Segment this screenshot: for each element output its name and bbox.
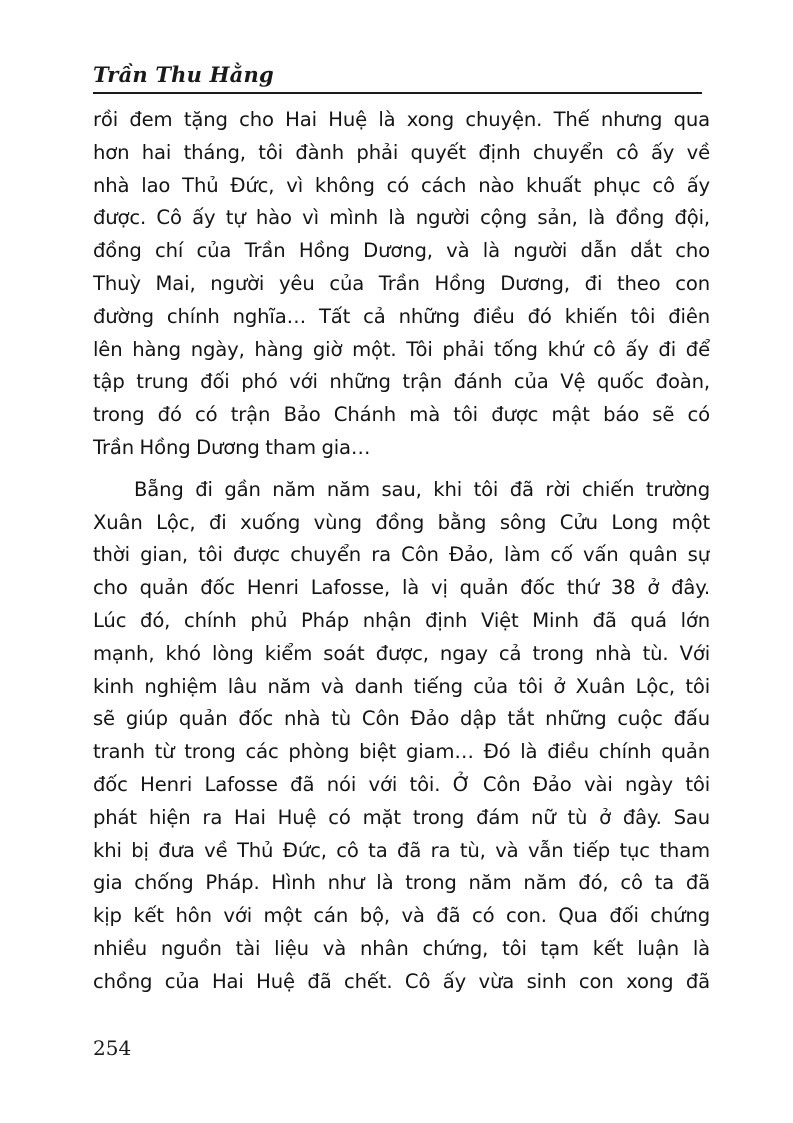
text-line: sẽ giúp quản đốc nhà tù Côn Đảo dập tắt những cuộc đấu <box>93 707 710 731</box>
text-line: phát hiện ra Hai Huệ có mặt trong đám nữ tù ở đây. Sau <box>93 805 710 829</box>
paragraph-1 <box>93 104 710 465</box>
text-line: lên hàng ngày, hàng giờ một. Tôi phải tống khứ cô ấy đi để <box>93 337 710 361</box>
text-line: Thuỳ Mai, người yêu của Trần Hồng Dương, đi theo con <box>93 271 710 295</box>
header-rule <box>93 92 702 94</box>
text-line: khi bị đưa về Thủ Đức, cô ta đã ra tù, và vẫn tiếp tục tham <box>93 838 710 862</box>
text-line: cho quản đốc Henri Lafosse, là vị quản đốc thứ 38 ở đây. <box>93 576 710 600</box>
running-head-author: Trần Thu Hằng <box>93 62 274 87</box>
text-line: nhiều nguồn tài liệu và nhân chứng, tôi tạm kết luận là <box>93 936 710 960</box>
text-line: chồng của Hai Huệ đã chết. Cô ấy vừa sinh con xong đã <box>93 969 710 993</box>
paragraph-gap <box>93 465 710 474</box>
paragraph-2 <box>93 474 710 999</box>
text-line: Lúc đó, chính phủ Pháp nhận định Việt Minh đã quá lớn <box>93 608 710 632</box>
text-line: đường chính nghĩa… Tất cả những điều đó khiến tôi điên <box>93 304 710 328</box>
text-line: gia chống Pháp. Hình như là trong năm năm đó, cô ta đã <box>93 871 710 895</box>
text-line: trong đó có trận Bảo Chánh mà tôi được mật báo sẽ có <box>93 403 710 427</box>
text-line: đốc Henri Lafosse đã nói với tôi. Ở Côn Đảo vài ngày tôi <box>93 772 710 796</box>
text-line: hơn hai tháng, tôi đành phải quyết định chuyển cô ấy về <box>93 140 710 164</box>
text-line: được. Cô ấy tự hào vì mình là người cộng sản, là đồng đội, <box>93 206 710 230</box>
page-number: 254 <box>93 1036 132 1060</box>
text-line: Xuân Lộc, đi xuống vùng đồng bằng sông Cửu Long một <box>93 510 710 534</box>
text-line: kinh nghiệm lâu năm và danh tiếng của tôi ở Xuân Lộc, tôi <box>93 674 710 698</box>
text-line: Bẵng đi gần năm năm sau, khi tôi đã rời chiến trường <box>134 477 710 501</box>
text-line: mạnh, khó lòng kiểm soát được, ngay cả trong nhà tù. Với <box>93 641 710 665</box>
text-line: thời gian, tôi được chuyển ra Côn Đảo, làm cố vấn quân sự <box>93 543 710 567</box>
text-line: đồng chí của Trần Hồng Dương, và là người dẫn dắt cho <box>93 239 710 263</box>
text-line: Trần Hồng Dương tham gia… <box>93 435 371 459</box>
text-line: rồi đem tặng cho Hai Huệ là xong chuyện. Thế nhưng qua <box>93 108 710 131</box>
body-text <box>93 104 710 999</box>
text-line: kịp kết hôn với một cán bộ, và đã có con. Qua đối chứng <box>93 904 710 928</box>
text-line: nhà lao Thủ Đức, vì không có cách nào khuất phục cô ấy <box>93 173 710 197</box>
text-line: tranh từ trong các phòng biệt giam… Đó là điều chính quản <box>93 740 710 764</box>
text-line: tập trung đối phó với những trận đánh của Vệ quốc đoàn, <box>93 370 710 394</box>
